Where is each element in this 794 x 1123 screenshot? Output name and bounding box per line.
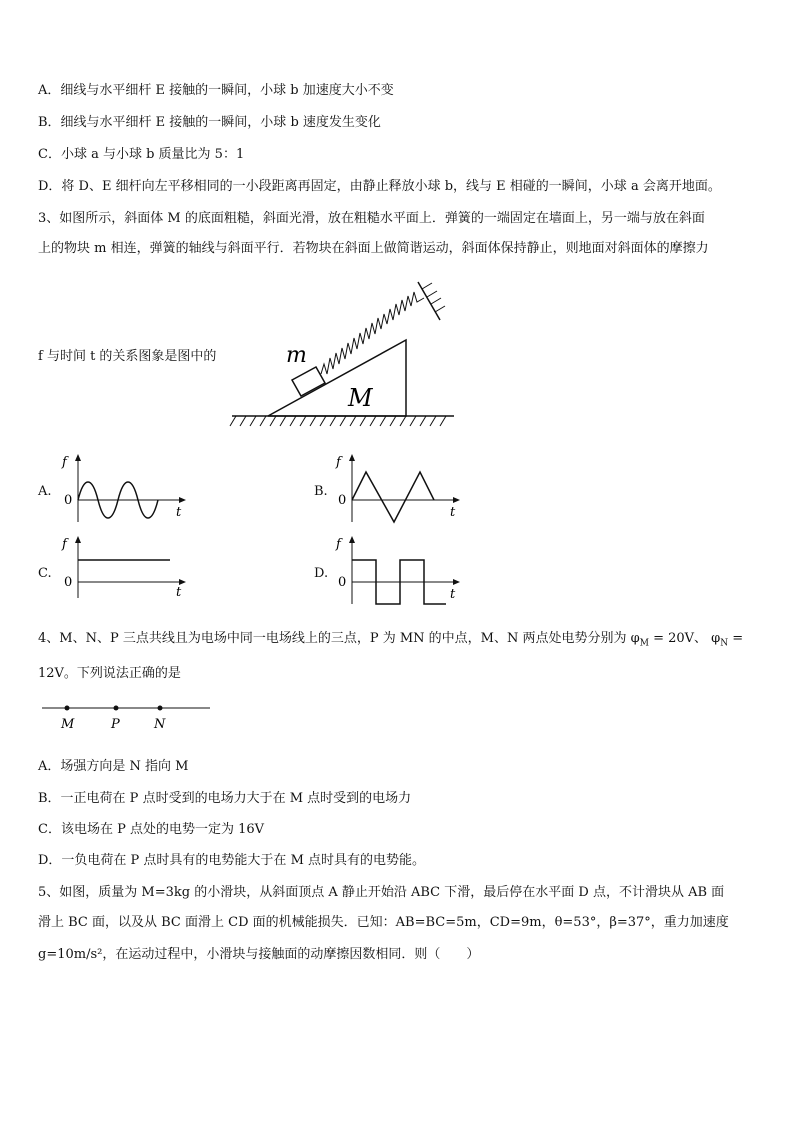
graph-a-x-label: t	[176, 505, 182, 520]
q2-option-d: D．将 D、E 细杆向左平移相同的一小段距离再固定，由静止释放小球 b，线与 E 相碰的一瞬间，小球 a 会离开地面。	[38, 179, 721, 194]
graph-a-y-label: f	[62, 455, 67, 470]
q3-option-a-label: A.	[38, 484, 52, 499]
q3-stem-line1: 3、如图所示，斜面体 M 的底面粗糙，斜面光滑，放在粗糙水平面上．弹簧的一端固定在墙面上，另一端与放在斜面	[38, 211, 705, 226]
graph-a-origin: 0	[64, 493, 73, 508]
graph-b-y-label: f	[336, 455, 341, 470]
q2-option-a: A．细线与水平细杆 E 接触的一瞬间，小球 b 加速度大小不变	[38, 83, 394, 98]
q3-option-d-label: D.	[314, 566, 329, 581]
graph-d-origin: 0	[338, 575, 347, 590]
q4-sub-n: N	[720, 638, 729, 649]
q4-option-b: B．一正电荷在 P 点时受到的电场力大于在 M 点时受到的电场力	[38, 791, 412, 806]
point-p-label: P	[111, 717, 120, 732]
wedge-label: M	[348, 384, 373, 412]
point-m	[65, 706, 70, 711]
q2-option-c: C．小球 a 与小球 b 质量比为 5：1	[38, 147, 245, 162]
block-shape	[292, 367, 325, 396]
q4-end-eq: =	[728, 631, 744, 646]
field-line-figure	[40, 700, 215, 732]
q3-graph-c	[60, 534, 190, 600]
graph-b-origin: 0	[338, 493, 347, 508]
incline-spring-figure	[228, 276, 460, 434]
point-p	[114, 706, 119, 711]
spring-shape	[321, 292, 424, 374]
q4-stem-text: 4、M、N、P 三点共线且为电场中同一电场线上的三点，P 为 MN 的中点，M、N 两点处电势分别为 φ	[38, 631, 640, 646]
q3-graph-b	[334, 452, 464, 524]
q4-stem-line2: 12V。下列说法正确的是	[38, 666, 181, 681]
q3-option-c-label: C.	[38, 566, 52, 581]
q4-option-d: D．一负电荷在 P 点时具有的电势能大于在 M 点时具有的电势能。	[38, 853, 426, 868]
q4-sub-m: M	[639, 638, 649, 649]
q4-mid-eq: = 20V、 φ	[648, 631, 721, 646]
graph-b-x-label: t	[450, 505, 456, 520]
point-m-label: M	[61, 717, 75, 732]
graph-c-origin: 0	[64, 575, 73, 590]
graph-d-y-label: f	[336, 537, 341, 552]
q4-option-a: A．场强方向是 N 指向 M	[38, 759, 189, 774]
q3-graph-d	[334, 534, 464, 606]
q3-stem-line2: 上的物块 m 相连，弹簧的轴线与斜面平行．若物块在斜面上做简谐运动，斜面体保持静止，则地面对斜面体的摩擦力	[38, 241, 709, 256]
q4-stem-line1	[38, 630, 743, 653]
q3-stem-line3: f 与时间 t 的关系图象是图中的	[38, 349, 217, 364]
graph-c-x-label: t	[176, 585, 182, 600]
point-n	[158, 706, 163, 711]
graph-d-x-label: t	[450, 587, 456, 602]
graph-c-y-label: f	[62, 537, 67, 552]
triangle-wave	[352, 472, 434, 522]
block-label: m	[286, 343, 307, 368]
q5-line1: 5、如图，质量为 M=3kg 的小滑块，从斜面顶点 A 静止开始沿 ABC 下滑，最后停在水平面 D 点，不计滑块从 AB 面	[38, 885, 725, 900]
q3-graph-a	[60, 452, 190, 524]
point-n-label: N	[154, 717, 166, 732]
q5-line2: 滑上 BC 面，以及从 BC 面滑上 CD 面的机械能损失．已知：AB=BC=5m，CD=9m，θ=53°，β=37°，重力加速度	[38, 915, 729, 930]
q3-option-b-label: B.	[314, 484, 328, 499]
q5-line3: g=10m/s²，在运动过程中，小滑块与接触面的动摩擦因数相同．则（ ）	[38, 947, 480, 962]
q4-option-c: C．该电场在 P 点处的电势一定为 16V	[38, 822, 265, 837]
q2-option-b: B．细线与水平细杆 E 接触的一瞬间，小球 b 速度发生变化	[38, 115, 381, 130]
